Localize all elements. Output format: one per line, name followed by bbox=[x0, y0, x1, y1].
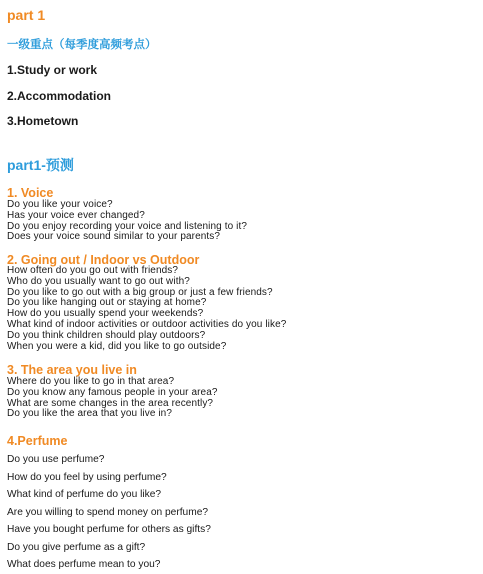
question: When you were a kid, did you like to go outside? bbox=[7, 340, 227, 352]
forecast-heading: part1-预测 bbox=[7, 157, 74, 173]
core-topic-accommodation: 2.Accommodation bbox=[7, 89, 112, 103]
question: Are you willing to spend money on perfume? bbox=[7, 506, 209, 518]
question: Do you enjoy recording your voice and listening to it? bbox=[7, 220, 247, 232]
question: Where do you like to go in that area? bbox=[7, 376, 175, 387]
question-list bbox=[7, 200, 247, 243]
question: What kind of perfume do you like? bbox=[7, 489, 162, 500]
question: How often do you go out with friends? bbox=[7, 265, 179, 276]
question: What are some changes in the area recently? bbox=[7, 397, 214, 409]
question: Do you give perfume as a gift? bbox=[7, 541, 146, 553]
topic-title: 1. Voice bbox=[7, 186, 54, 200]
question: Has your voice ever changed? bbox=[7, 209, 145, 221]
question: How do you feel by using perfume? bbox=[7, 471, 167, 483]
question: How do you usually spend your weekends? bbox=[7, 308, 204, 320]
question: Do you like hanging out or staying at home? bbox=[7, 297, 207, 309]
question: What does perfume mean to you? bbox=[7, 559, 161, 570]
question: Does your voice sound similar to your parents? bbox=[7, 231, 221, 243]
question: Do you know any famous people in your area? bbox=[7, 386, 218, 398]
question: Do you like the area that you live in? bbox=[7, 408, 173, 420]
question-list bbox=[7, 266, 286, 352]
part-heading: part 1 bbox=[7, 7, 46, 23]
question: Do you like to go out with a big group or just a few friends? bbox=[7, 286, 273, 298]
question: What kind of indoor activities or outdoor activities do you like? bbox=[7, 318, 287, 330]
topic-title: 4.Perfume bbox=[7, 434, 68, 448]
question-list bbox=[7, 377, 218, 420]
question: Do you use perfume? bbox=[7, 454, 105, 465]
question: Who do you usually want to go out with? bbox=[7, 275, 190, 287]
topic-title: 2. Going out / Indoor vs Outdoor bbox=[7, 253, 200, 267]
priority-subtitle: 一级重点（每季度高频考点） bbox=[7, 39, 157, 51]
question-list bbox=[7, 451, 211, 574]
question: Do you like your voice? bbox=[7, 199, 113, 210]
core-topic-study-work: 1.Study or work bbox=[7, 63, 98, 77]
question: Have you bought perfume for others as gifts? bbox=[7, 524, 211, 535]
topic-title: 3. The area you live in bbox=[7, 363, 137, 377]
core-topic-hometown: 3.Hometown bbox=[7, 114, 79, 128]
question: Do you think children should play outdoors? bbox=[7, 329, 206, 341]
